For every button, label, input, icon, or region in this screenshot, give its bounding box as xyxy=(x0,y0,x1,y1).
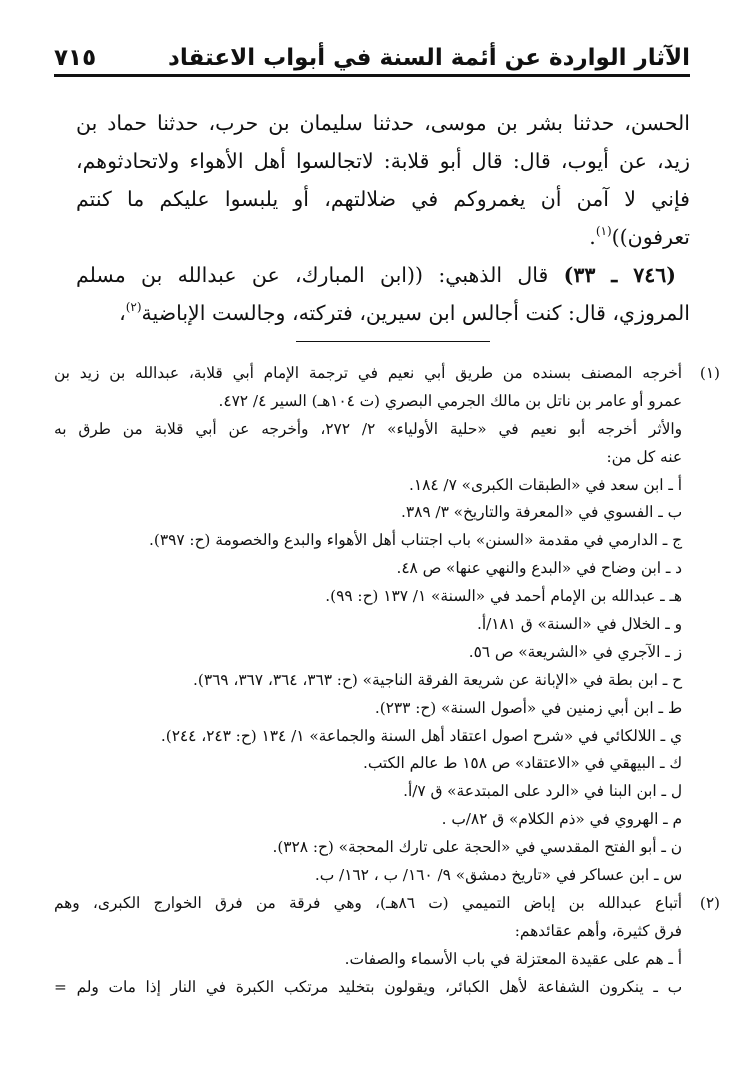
footnote-text: هـ ـ عبدالله بن الإمام أحمد في «السنة» ١/ ١٣٧ (ح: ٩٩). xyxy=(325,587,682,606)
footnote-text: ب ـ ينكرون الشفاعة لأهل الكبائر، ويقولون بتخليد مرتكب الكبرة في النار إذا مات ولم = xyxy=(54,977,682,996)
footnote-text: والأثر أخرجه أبو نعيم في «حلية الأولياء» ٢/ ٢٧٢، وأخرجه عن أبي قلابة من طرق به xyxy=(54,419,682,438)
footnote-text: ل ـ ابن البنا في «الرد على المبتدعة» ق ٧/أ. xyxy=(403,782,682,801)
footnote-line xyxy=(54,388,720,416)
footnote-text: أ ـ هم على عقيدة المعتزلة في باب الأسماء والصفات. xyxy=(344,949,682,968)
footnote-line xyxy=(54,527,720,555)
footnote-text: فرق كثيرة، وأهم عقائدهم: xyxy=(514,921,682,940)
footnote-text: عمرو أو عامر بن ناتل بن مالك الجرمي البصري (ت ١٠٤هـ) السير ٤/ ٤٧٢. xyxy=(218,391,682,410)
footnote-line xyxy=(54,444,720,472)
main-text-line: تعرفون))$^{(١)}$. xyxy=(589,224,690,249)
footnote-text: أخرجه المصنف بسنده من طريق أبي نعيم في ترجمة الإمام أبي قلابة، عبدالله بن زيد بن xyxy=(54,364,682,382)
footnote-line xyxy=(54,611,720,639)
footnote-line xyxy=(54,918,720,946)
footnote-line xyxy=(54,360,720,388)
footnote-line xyxy=(54,416,720,444)
footnote-line xyxy=(54,946,720,974)
footnote-separator xyxy=(296,341,490,342)
footnote-line xyxy=(54,695,720,723)
footnote-line xyxy=(54,639,720,667)
footnote-line xyxy=(54,750,720,778)
footnote-line xyxy=(54,974,720,1002)
footnote-line xyxy=(54,472,720,500)
footnote-text: د ـ ابن وضاح في «البدع والنهي عنها» ص ٤٨. xyxy=(396,559,682,578)
footnote-text: ي ـ اللالكائي في «شرح اصول اعتقاد أهل السنة والجماعة» ١/ ١٣٤ (ح: ٢٤٣، ٢٤٤). xyxy=(160,726,682,745)
footnote-line xyxy=(54,806,720,834)
footnote-text: و ـ الخلال في «السنة» ق ١٨١/أ. xyxy=(476,615,682,634)
page-number: ٧١٥ xyxy=(54,45,97,71)
entry-line: المروزي، قال: كنت أجالس ابن سيرين، فتركته، وجالست الإباضية$^{(٢)}$، xyxy=(119,300,690,325)
footnote-text: ز ـ الآجري في «الشريعة» ص ٥٦. xyxy=(468,642,682,661)
footnote-text: س ـ ابن عساكر في «تاريخ دمشق» ٩/ ١٦٠/ ب ، ١٦٢/ ب. xyxy=(314,866,682,885)
footnote-text: أ ـ ابن سعد في «الطبقات الكبرى» ٧/ ١٨٤. xyxy=(409,475,682,494)
main-text-line: فإني لا آمن أن يغمروكم في ضلالتهم، أو يلبسوا عليكم ما كنتم xyxy=(76,187,690,211)
entry-number: (٧٤٦ ـ ٣٣) xyxy=(563,263,676,287)
footnote-text: عنه كل من: xyxy=(606,447,682,466)
footnote-ref[interactable]: (٢) xyxy=(125,300,142,314)
entry-line: (٧٤٦ ـ ٣٣) قال الذهبي: ((ابن المبارك، عن عبدالله بن مسلم xyxy=(76,256,690,294)
footnote-text: ب ـ الفسوي في «المعرفة والتاريخ» ٣/ ٣٨٩. xyxy=(401,503,682,522)
footnote-line xyxy=(54,499,720,527)
footnote-text: أتباع عبدالله بن إباض التميمي (ت ٨٦هـ)، وهي فرقة من فرق الخوارج الكبرى، وهم xyxy=(54,893,683,912)
main-text-line: زيد، عن أيوب، قال: قال أبو قلابة: لاتجالسوا أهل الأهواء ولاتحادثوهم، xyxy=(76,149,690,173)
footnote-text: ح ـ ابن بطة في «الإبانة عن شريعة الفرقة الناجية» (ح: ٣٦٣، ٣٦٤، ٣٦٧، ٣٦٩). xyxy=(193,670,682,689)
footnote-line xyxy=(54,723,720,751)
footnote-ref[interactable]: (١) xyxy=(595,224,612,238)
footnote-text: ن ـ أبو الفتح المقدسي في «الحجة على تارك المحجة» (ح: ٣٢٨). xyxy=(272,838,682,857)
main-text-line: الحسن، حدثنا بشر بن موسى، حدثنا سليمان بن حرب، حدثنا حماد بن xyxy=(76,111,690,135)
footnote-line xyxy=(54,667,720,695)
footnote-text: ط ـ ابن أبي زمنين في «أصول السنة» (ح: ٢٣٣). xyxy=(374,698,682,717)
footnote-text: م ـ الهروي في «ذم الكلام» ق ٨٢/ب . xyxy=(441,810,682,829)
main-text xyxy=(76,104,690,332)
footnote-text: ك ـ البيهقي في «الاعتقاد» ص ١٥٨ ط عالم الكتب. xyxy=(362,754,682,773)
footnote-line xyxy=(54,890,720,918)
footnote-line xyxy=(54,778,720,806)
header-title: الآثار الواردة عن أئمة السنة في أبواب الاعتقاد xyxy=(168,45,690,71)
footnote-line xyxy=(54,555,720,583)
footnote-number: (١) xyxy=(699,364,720,382)
footnote-line xyxy=(54,862,720,890)
running-header xyxy=(54,34,690,77)
footnote-line xyxy=(54,583,720,611)
footnote-line xyxy=(54,834,720,862)
footnote-number: (٢) xyxy=(699,893,720,912)
footnotes xyxy=(54,360,720,1001)
footnote-text: ج ـ الدارمي في مقدمة «السنن» باب اجتناب أهل الأهواء والبدع والخصومة (ح: ٣٩٧). xyxy=(149,531,682,550)
